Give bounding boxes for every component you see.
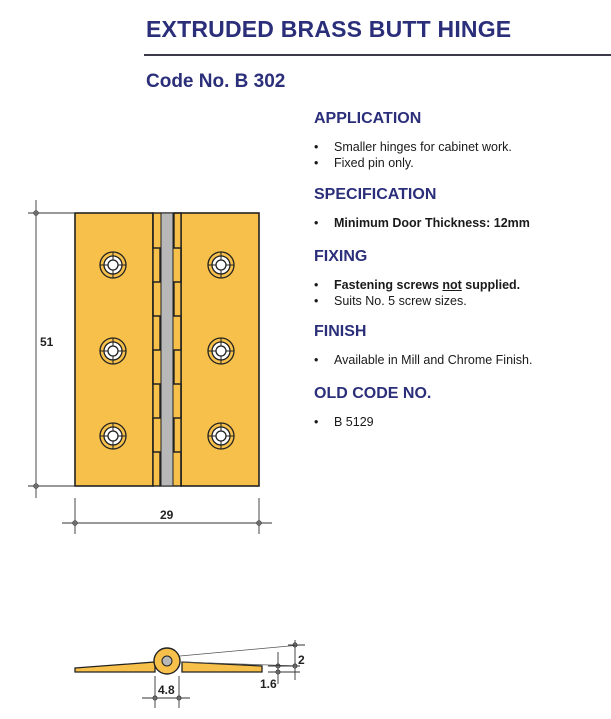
bullet-dot: •	[314, 216, 319, 230]
knuckle-dimension-label: 4.8	[158, 683, 175, 697]
bullet-dot: •	[314, 415, 319, 429]
width-dimension-label: 29	[160, 508, 174, 522]
screw-hole-icon	[208, 338, 234, 364]
bullet-dot: •	[314, 353, 319, 367]
old-code-heading: OLD CODE NO.	[314, 385, 432, 402]
fixing-text-pre: Fastening screws	[334, 278, 443, 292]
application-item-text: Fixed pin only.	[334, 156, 414, 170]
screw-hole-icon	[100, 252, 126, 278]
height-dimension-label: 51	[40, 335, 54, 349]
bullet-dot: •	[314, 294, 319, 308]
bullet-dot: •	[314, 156, 319, 170]
screw-hole-icon	[208, 252, 234, 278]
finish-heading: FINISH	[314, 323, 367, 340]
specification-item-text: Minimum Door Thickness: 12mm	[334, 216, 530, 230]
screw-hole-icon	[208, 423, 234, 449]
hinge-side-profile	[75, 645, 300, 674]
bullet-dot: •	[314, 278, 319, 292]
fixing-heading: FIXING	[314, 248, 368, 265]
fixing-text-underlined: not	[442, 278, 462, 292]
application-item-text: Smaller hinges for cabinet work.	[334, 140, 512, 154]
fixing-text-post: supplied.	[461, 278, 521, 292]
bullet-dot: •	[314, 140, 319, 154]
fixing-item-text: Suits No. 5 screw sizes.	[334, 294, 467, 308]
old-code-item-text: B 5129	[334, 415, 374, 429]
product-code: Code No. B 302	[146, 71, 286, 92]
page-title: EXTRUDED BRASS BUTT HINGE	[146, 16, 512, 42]
specification-heading: SPECIFICATION	[314, 186, 437, 203]
application-heading: APPLICATION	[314, 110, 422, 127]
open-dimension-label: 2	[298, 653, 305, 667]
screw-hole-icon	[100, 423, 126, 449]
screw-hole-icon	[100, 338, 126, 364]
thickness-dimension-label: 1.6	[260, 677, 277, 691]
hinge-pin	[161, 213, 173, 486]
finish-item-text: Available in Mill and Chrome Finish.	[334, 353, 533, 367]
height-dimension	[28, 200, 75, 498]
